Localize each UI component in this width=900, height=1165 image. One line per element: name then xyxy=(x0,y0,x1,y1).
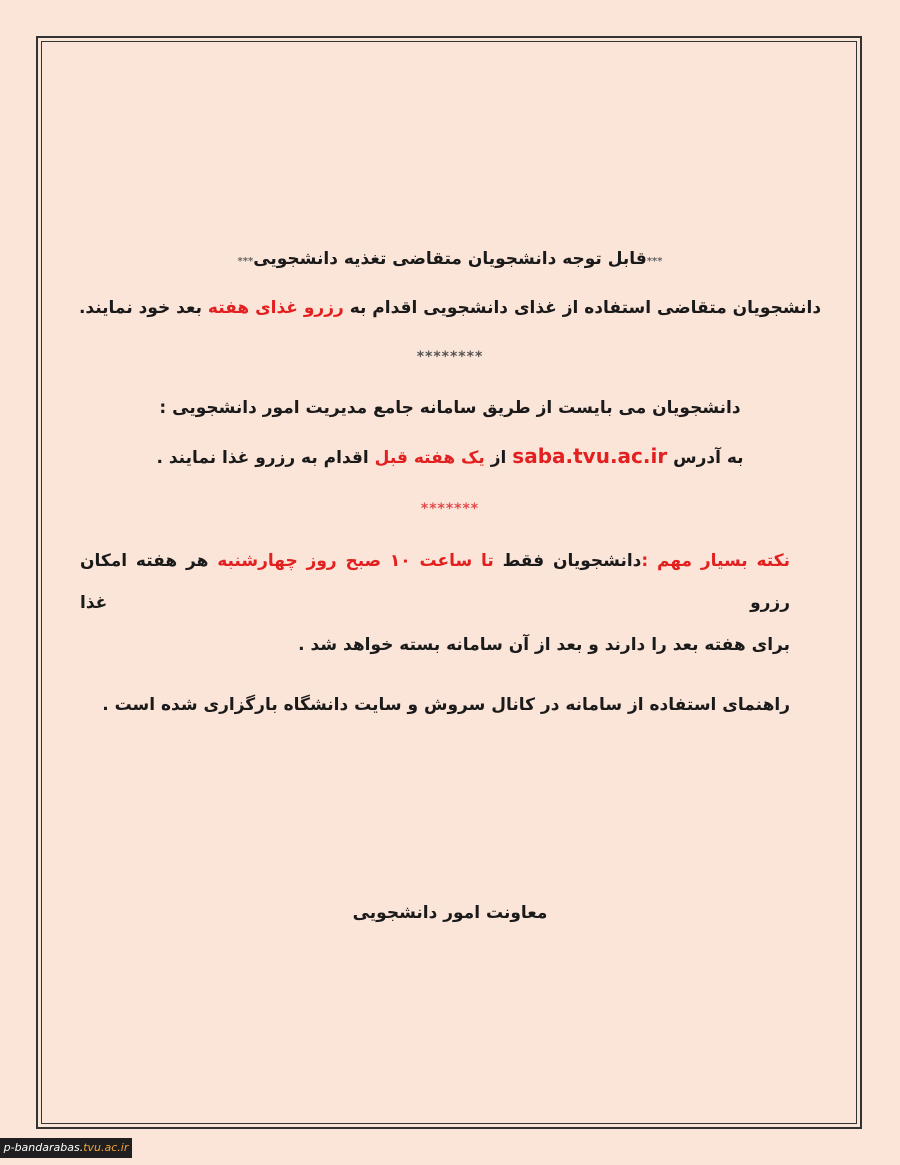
heading-text: قابل توجه دانشجویان متقاضی تغذیه دانشجویی xyxy=(253,249,647,269)
important-text-a: دانشجویان فقط xyxy=(493,551,642,571)
watermark-accent: tvu.ac.ir xyxy=(83,1141,129,1154)
address-line xyxy=(60,444,840,470)
heading-stars-start: *** xyxy=(646,256,663,267)
heading-stars-end: *** xyxy=(237,256,254,267)
reservation-highlight: رزرو غذای هفته xyxy=(207,298,344,318)
important-label: نکته بسیار مهم : xyxy=(641,551,790,571)
address-text-c: اقدام به رزرو غذا نمایند . xyxy=(156,448,375,468)
reservation-text-a: دانشجویان متقاضی استفاده از غذای دانشجویی اقدام به xyxy=(343,298,822,318)
important-highlight: تا ساعت ۱۰ صبح روز چهارشنبه xyxy=(217,551,494,571)
guide-line: راهنمای استفاده از سامانه در کانال سروش و سایت دانشگاه بارگزاری شده است . xyxy=(102,695,790,715)
saba-link[interactable]: saba.tvu.ac.ir xyxy=(512,444,668,468)
address-highlight: یک هفته قبل xyxy=(374,448,485,468)
watermark-prefix: p-bandarabas. xyxy=(3,1141,84,1154)
system-line: دانشجویان می بایست از طریق سامانه جامع مدیریت امور دانشجویی : xyxy=(159,398,741,418)
signature: معاونت امور دانشجویی xyxy=(352,903,548,923)
important-text-b: هر هفته امکان رزرو غذا xyxy=(80,551,790,613)
important-line-2: برای هفته بعد را دارند و بعد از آن سامانه بسته خواهد شد . xyxy=(298,635,790,655)
notice-heading xyxy=(60,247,840,274)
address-label: به آدرس xyxy=(673,448,744,468)
separator-stars-1: ******** xyxy=(416,349,484,365)
separator-stars-2: ******* xyxy=(420,501,480,517)
reservation-text-b: بعد خود نمایند. xyxy=(78,298,208,318)
important-note xyxy=(80,540,790,666)
address-text-b: از xyxy=(484,448,507,468)
site-watermark xyxy=(0,1138,132,1158)
important-line-1 xyxy=(80,540,790,624)
reservation-line xyxy=(60,296,840,320)
